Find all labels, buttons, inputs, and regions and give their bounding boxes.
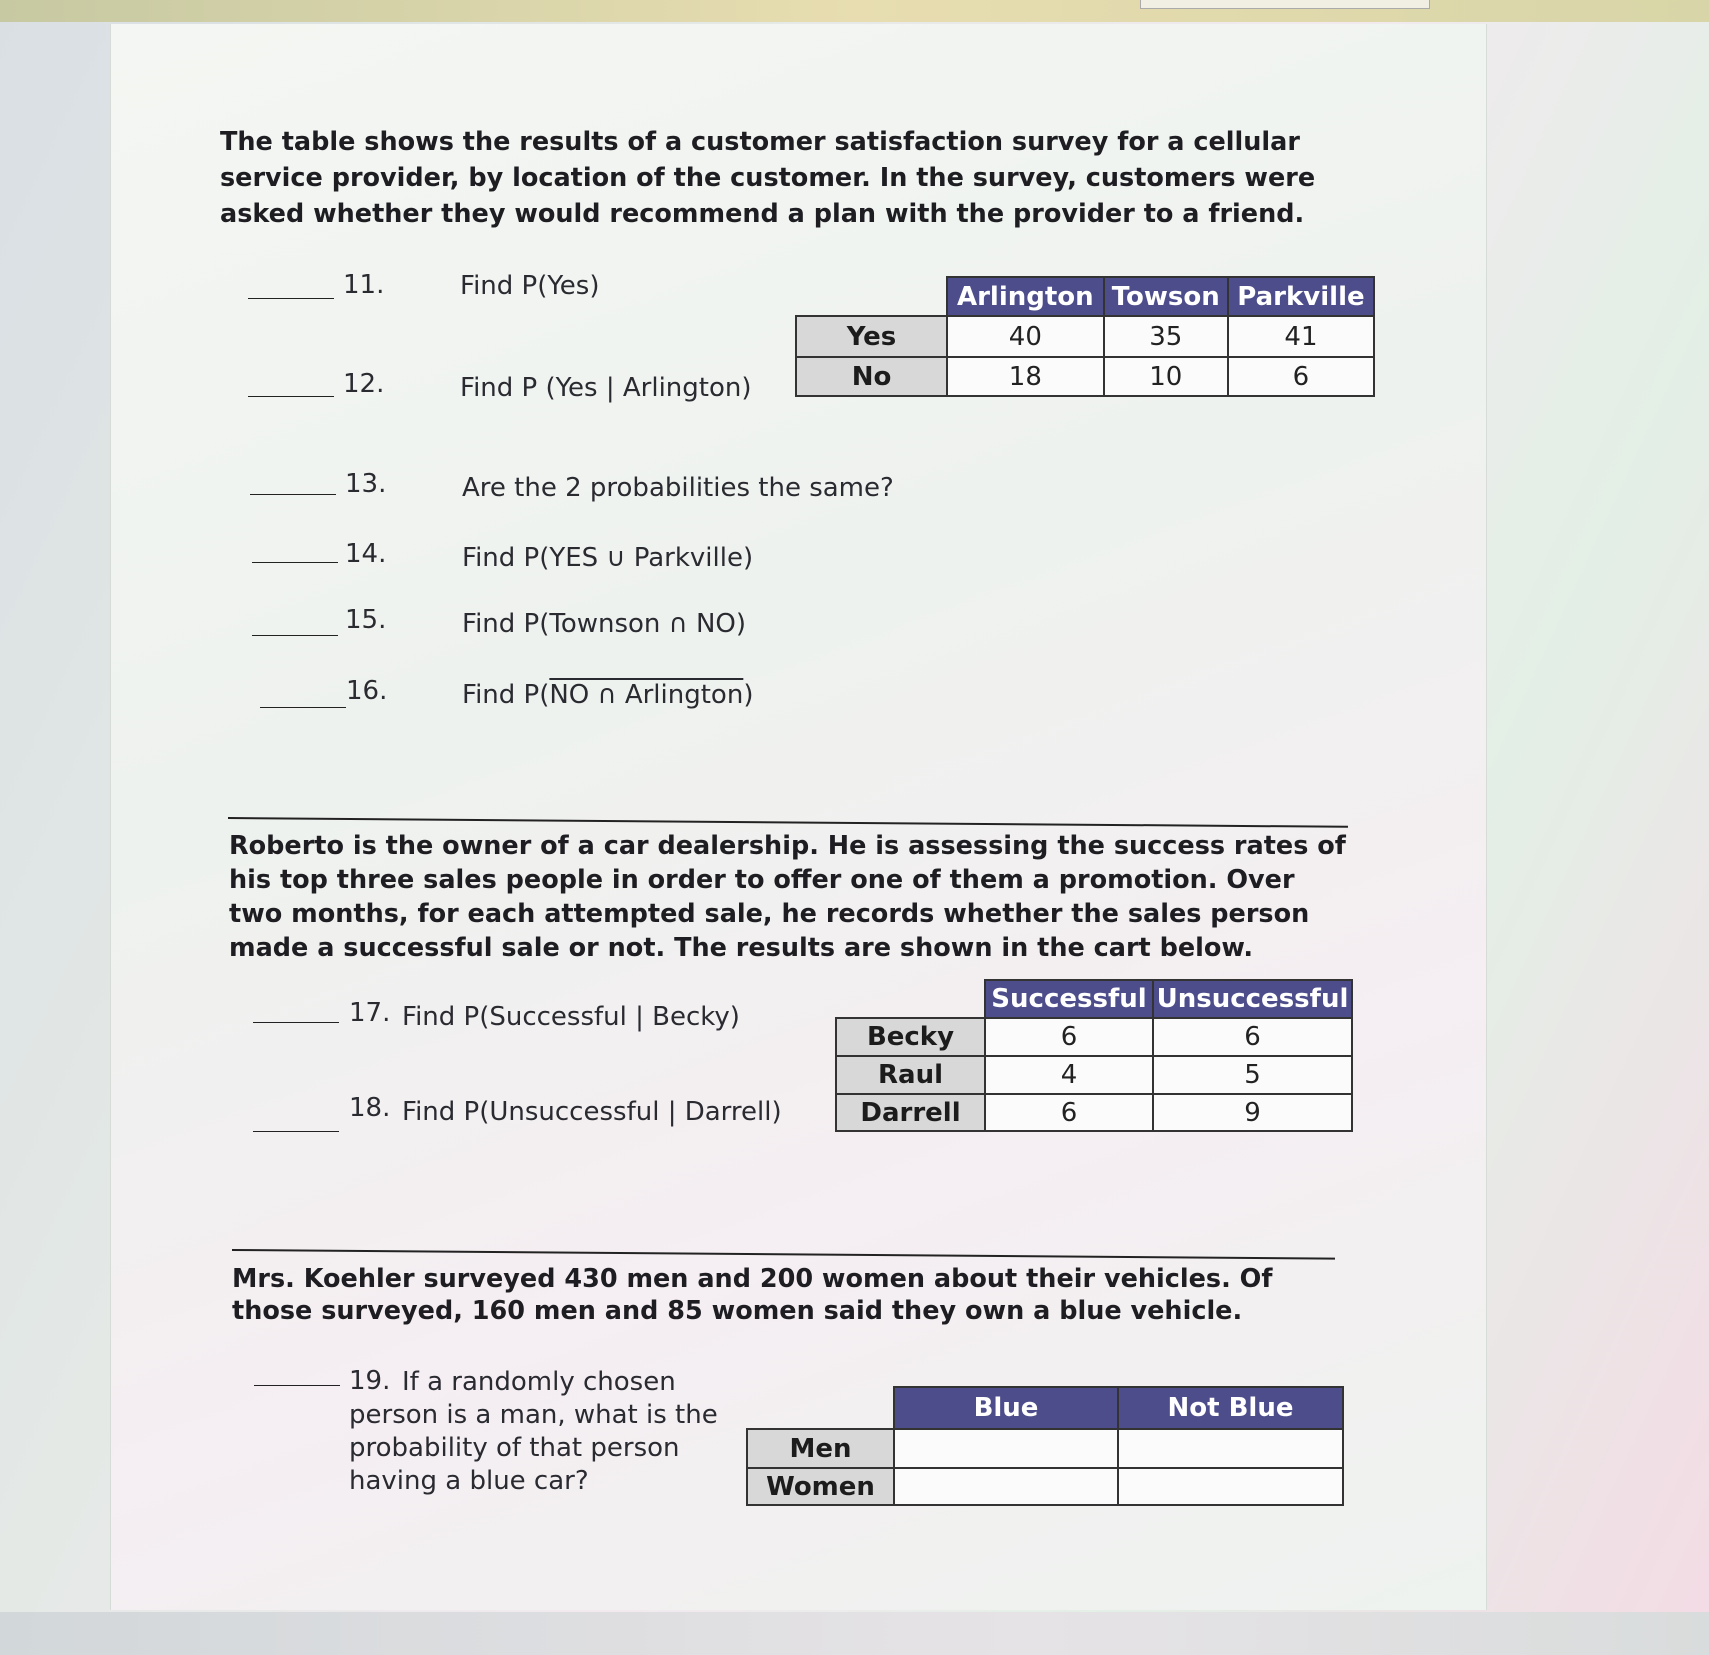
table-cell: 5 (1153, 1056, 1352, 1094)
answer-blank-17[interactable] (253, 1022, 339, 1023)
column-header: Successful (985, 980, 1153, 1018)
answer-blank-15[interactable] (252, 635, 338, 636)
column-header: Arlington (947, 277, 1104, 316)
column-header: Not Blue (1118, 1387, 1343, 1429)
table-cell[interactable] (1118, 1468, 1343, 1505)
table-row (836, 1094, 1352, 1131)
answer-blank-16[interactable] (260, 707, 346, 708)
koehler-paragraph: Mrs. Koehler surveyed 430 men and 200 women about their vehicles. Of those surveyed, 160 men and 85 women said they own a blue vehicle. (232, 1264, 1273, 1326)
question-number-19: 19. (349, 1366, 391, 1396)
table-cell: 6 (1153, 1018, 1352, 1056)
location-survey-table (795, 276, 1375, 397)
corner-cell (747, 1387, 894, 1429)
question-16-suffix: ) (743, 680, 754, 710)
table-cell: 10 (1104, 357, 1228, 396)
column-header: Blue (894, 1387, 1118, 1429)
corner-cell (796, 277, 947, 316)
roberto-paragraph: Roberto is the owner of a car dealership. He is assessing the success rates of his top three sales people in order to offer one of them a promotion. Over two months, for each attempted sale, he records whether the sales person made a successful sale or not. The results are shown in the cart below. (229, 831, 1346, 963)
column-header: Parkville (1228, 277, 1374, 316)
table-cell: 6 (985, 1094, 1153, 1131)
column-header: Towson (1104, 277, 1228, 316)
question-19-text: If a randomly chosen person is a man, what is the probability of that person having a blue car? (349, 1367, 718, 1496)
row-label: No (796, 357, 947, 396)
row-label: Women (747, 1468, 894, 1505)
question-15-text: Find P(Townson ∩ NO) (462, 609, 747, 639)
table-cell: 41 (1228, 316, 1374, 357)
table-cell: 9 (1153, 1094, 1352, 1131)
table-cell: 40 (947, 316, 1104, 357)
question-17-text: Find P(Successful | Becky) (402, 1002, 740, 1032)
row-label: Darrell (836, 1094, 985, 1131)
answer-blank-13[interactable] (250, 494, 336, 495)
answer-blank-14[interactable] (252, 562, 338, 563)
table-cell[interactable] (894, 1468, 1118, 1505)
question-11-text: Find P(Yes) (460, 271, 600, 301)
table-cell: 35 (1104, 316, 1228, 357)
top-strip (0, 0, 1709, 22)
question-number-17: 17. (349, 998, 391, 1028)
question-number-14: 14. (345, 539, 387, 569)
question-number-13: 13. (345, 469, 387, 499)
question-12-text: Find P (Yes | Arlington) (460, 373, 752, 403)
bottom-strip (0, 1612, 1709, 1655)
question-18-text: Find P(Unsuccessful | Darrell) (402, 1097, 782, 1127)
table-cell: 6 (1228, 357, 1374, 396)
question-13-text: Are the 2 probabilities the same? (462, 473, 894, 503)
row-label: Men (747, 1429, 894, 1468)
question-14-text: Find P(YES ∪ Parkville) (462, 543, 754, 573)
sales-success-table (835, 979, 1353, 1132)
answer-blank-11[interactable] (248, 298, 334, 299)
column-header: Unsuccessful (1153, 980, 1352, 1018)
table-row (747, 1429, 1343, 1468)
table-row (796, 316, 1374, 357)
intro-paragraph: The table shows the results of a customer satisfaction survey for a cellular service provider, by location of the customer. In the survey, customers were asked whether they would recommend a plan with the provider to a friend. (220, 127, 1316, 229)
top-tab (1140, 0, 1430, 9)
question-number-11: 11. (343, 270, 385, 300)
row-label: Becky (836, 1018, 985, 1056)
answer-blank-19[interactable] (254, 1385, 340, 1386)
question-number-15: 15. (345, 605, 387, 635)
table-cell: 4 (985, 1056, 1153, 1094)
question-16-prefix: Find P( (462, 680, 550, 710)
table-cell[interactable] (894, 1429, 1118, 1468)
table-row (796, 357, 1374, 396)
table-cell[interactable] (1118, 1429, 1343, 1468)
answer-blank-18[interactable] (253, 1131, 339, 1132)
table-row (747, 1468, 1343, 1505)
question-number-16: 16. (346, 676, 388, 706)
question-16-text (462, 679, 753, 711)
row-label: Raul (836, 1056, 985, 1094)
answer-blank-12[interactable] (248, 396, 334, 397)
corner-cell (836, 980, 985, 1018)
question-number-18: 18. (349, 1093, 391, 1123)
table-cell: 6 (985, 1018, 1153, 1056)
table-row (836, 1018, 1352, 1056)
complement-expression: NO ∩ Arlington (549, 680, 744, 710)
question-number-12: 12. (343, 369, 385, 399)
vehicle-color-table (746, 1386, 1344, 1506)
table-row (836, 1056, 1352, 1094)
table-cell: 18 (947, 357, 1104, 396)
row-label: Yes (796, 316, 947, 357)
